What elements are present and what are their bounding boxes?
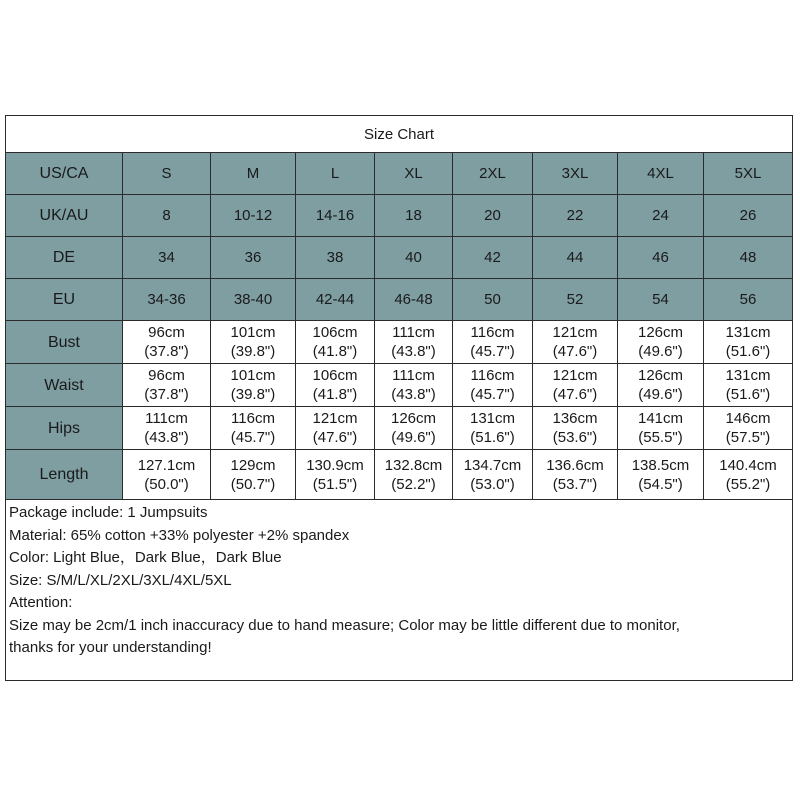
package-info: Package include: 1 Jumpsuits [9, 504, 208, 521]
size-row-us-ca [6, 153, 793, 195]
measure-cell [618, 364, 704, 407]
cm-value: 126cm [390, 410, 437, 427]
row-label: Bust [6, 321, 123, 364]
inch-value: (51.6") [725, 386, 771, 403]
info-row [6, 500, 793, 681]
cm-value: 140.4cm [719, 456, 777, 474]
size-cell: 40 [375, 237, 453, 279]
cm-value: 127.1cm [137, 456, 196, 474]
inch-value: (52.2") [391, 475, 436, 493]
inch-value: (54.5") [638, 475, 683, 493]
inch-value: (39.8") [230, 386, 276, 403]
chart-title: Size Chart [6, 116, 793, 153]
inch-value: (55.2") [725, 475, 771, 493]
cm-value: 111cm [392, 367, 435, 384]
row-label: DE [6, 237, 123, 279]
inch-value: (51.6") [470, 429, 515, 446]
measure-cell [704, 450, 793, 500]
cm-value: 129cm [230, 456, 276, 474]
size-cell: 26 [704, 195, 793, 237]
measure-cell [618, 450, 704, 500]
size-cell: 20 [453, 195, 533, 237]
inch-value: (41.8") [312, 343, 358, 360]
measure-cell [533, 407, 618, 450]
row-label: Length [6, 450, 123, 500]
cm-value: 131cm [725, 324, 771, 341]
attention-label: Attention: [9, 594, 73, 611]
size-cell: 50 [453, 279, 533, 321]
cm-value: 134.7cm [463, 456, 522, 474]
cm-value: 126cm [637, 367, 684, 384]
product-info [6, 500, 793, 681]
cm-value: 146cm [725, 410, 771, 427]
inch-value: (53.0") [470, 475, 515, 493]
size-cell: 52 [533, 279, 618, 321]
size-cell: 48 [704, 237, 793, 279]
cm-value: 101cm [230, 367, 276, 384]
size-cell: 8 [123, 195, 211, 237]
material-info: Material: 65% cotton +33% polyester +2% spandex [9, 526, 350, 544]
inch-value: (57.5") [725, 429, 771, 446]
cm-value: 136cm [552, 410, 598, 427]
measure-cell [375, 450, 453, 500]
size-cell: 4XL [618, 153, 704, 195]
cm-value: 131cm [725, 367, 771, 384]
size-cell: 54 [618, 279, 704, 321]
size-cell: S [123, 153, 211, 195]
inch-value: (49.6") [638, 343, 683, 360]
size-cell: 24 [618, 195, 704, 237]
measure-cell [211, 364, 296, 407]
row-label: Hips [6, 407, 123, 450]
measure-row-hips [6, 407, 793, 450]
measure-cell [211, 450, 296, 500]
cm-value: 101cm [230, 324, 276, 341]
measure-row-length [6, 450, 793, 500]
size-cell: 56 [704, 279, 793, 321]
size-cell: 34 [123, 237, 211, 279]
inch-value: (53.7") [552, 475, 598, 493]
size-cell: 5XL [704, 153, 793, 195]
size-cell: 10-12 [211, 195, 296, 237]
measure-cell [704, 321, 793, 364]
row-label: Waist [6, 364, 123, 407]
measure-cell [123, 364, 211, 407]
measure-cell [704, 364, 793, 407]
cm-value: 116cm [231, 410, 275, 427]
measure-cell [618, 321, 704, 364]
measure-cell [296, 450, 375, 500]
measure-cell [375, 321, 453, 364]
size-cell: 42-44 [296, 279, 375, 321]
cm-value: 121cm [312, 410, 358, 427]
inch-value: (47.6") [552, 343, 598, 360]
size-cell: 42 [453, 237, 533, 279]
size-cell: 44 [533, 237, 618, 279]
title-row [6, 116, 793, 153]
size-row-eu [6, 279, 793, 321]
measure-cell [453, 364, 533, 407]
inch-value: (55.5") [638, 429, 683, 446]
size-cell: 3XL [533, 153, 618, 195]
size-row-de [6, 237, 793, 279]
measure-cell [453, 450, 533, 500]
size-row-uk-au [6, 195, 793, 237]
measure-cell [533, 364, 618, 407]
size-cell: 46-48 [375, 279, 453, 321]
cm-value: 130.9cm [306, 456, 364, 474]
cm-value: 131cm [469, 410, 516, 427]
cm-value: 106cm [312, 324, 358, 341]
inch-value: (43.8") [391, 343, 436, 360]
inch-value: (37.8") [144, 343, 189, 360]
cm-value: 121cm [552, 367, 598, 384]
attention-note-line-2: thanks for your understanding! [9, 639, 212, 656]
attention-note-line-1: Size may be 2cm/1 inch inaccuracy due to hand measure; Color may be little different due to monitor, [9, 616, 680, 634]
inch-value: (43.8") [391, 386, 436, 403]
size-cell: 2XL [453, 153, 533, 195]
measure-cell [704, 407, 793, 450]
size-cell: L [296, 153, 375, 195]
cm-value: 96cm [148, 367, 185, 384]
measure-cell [123, 321, 211, 364]
row-label: EU [6, 279, 123, 321]
inch-value: (50.0") [144, 475, 189, 493]
size-info: Size: S/M/L/XL/2XL/3XL/4XL/5XL [9, 571, 232, 589]
inch-value: (49.6") [391, 429, 436, 446]
inch-value: (39.8") [230, 343, 276, 360]
cm-value: 106cm [312, 367, 358, 384]
inch-value: (47.6") [552, 386, 598, 403]
measure-cell [375, 364, 453, 407]
size-cell: 36 [211, 237, 296, 279]
row-label: UK/AU [6, 195, 123, 237]
cm-value: 111cm [392, 324, 435, 341]
inch-value: (45.7") [470, 386, 515, 403]
size-cell: 34-36 [123, 279, 211, 321]
inch-value: (53.6") [552, 429, 598, 446]
measure-cell [533, 450, 618, 500]
cm-value: 138.5cm [631, 456, 690, 474]
measure-cell [123, 407, 211, 450]
size-cell: 18 [375, 195, 453, 237]
size-cell: M [211, 153, 296, 195]
cm-value: 116cm [470, 367, 515, 384]
inch-value: (49.6") [638, 386, 683, 403]
size-cell: 46 [618, 237, 704, 279]
measure-row-bust [6, 321, 793, 364]
inch-value: (45.7") [230, 429, 276, 446]
size-chart-table [5, 115, 793, 681]
measure-cell [533, 321, 618, 364]
inch-value: (47.6") [312, 429, 358, 446]
measure-cell [211, 321, 296, 364]
inch-value: (43.8") [144, 429, 189, 446]
cm-value: 136.6cm [546, 456, 604, 474]
cm-value: 111cm [145, 410, 188, 427]
measure-cell [296, 407, 375, 450]
size-cell: 14-16 [296, 195, 375, 237]
measure-cell [375, 407, 453, 450]
cm-value: 132.8cm [384, 456, 443, 474]
inch-value: (41.8") [312, 386, 358, 403]
inch-value: (51.5") [312, 475, 358, 493]
measure-cell [296, 321, 375, 364]
cm-value: 141cm [637, 410, 684, 427]
size-cell: 22 [533, 195, 618, 237]
measure-cell [296, 364, 375, 407]
measure-cell [123, 450, 211, 500]
size-cell: 38-40 [211, 279, 296, 321]
cm-value: 96cm [148, 324, 185, 341]
cm-value: 121cm [552, 324, 598, 341]
inch-value: (51.6") [725, 343, 771, 360]
size-cell: 38 [296, 237, 375, 279]
cm-value: 116cm [470, 324, 515, 341]
inch-value: (37.8") [144, 386, 189, 403]
row-label: US/CA [6, 153, 123, 195]
color-info: Color: Light Blue，Dark Blue，Dark Blue [9, 549, 282, 566]
inch-value: (45.7") [470, 343, 515, 360]
measure-cell [453, 321, 533, 364]
size-cell: XL [375, 153, 453, 195]
cm-value: 126cm [637, 324, 684, 341]
measure-cell [618, 407, 704, 450]
measure-row-waist [6, 364, 793, 407]
measure-cell [453, 407, 533, 450]
inch-value: (50.7") [230, 475, 276, 493]
measure-cell [211, 407, 296, 450]
